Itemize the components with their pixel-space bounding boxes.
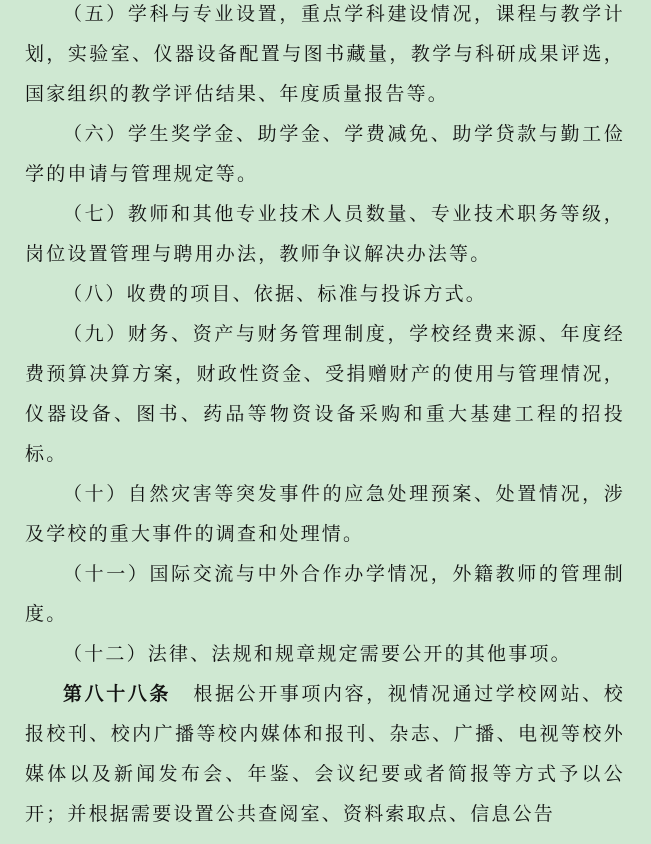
paragraph-item-9: （九）财务、资产与财务管理制度，学校经费来源、年度经费预算决算方案，财政性资金、受捐赠财产的使用与管理情况，仪器设备、图书、药品等物资设备采购和重大基建工程的招投标。 <box>25 323 625 465</box>
article-88 <box>25 674 625 834</box>
paragraph-item-11: （十一）国际交流与中外合作办学情况，外籍教师的管理制度。 <box>25 563 625 625</box>
paragraph-item-6: （六）学生奖学金、助学金、学费减免、助学贷款与勤工俭学的申请与管理规定等。 <box>25 123 625 185</box>
article-label: 第八十八条 <box>63 683 171 705</box>
paragraph-item-8: （八）收费的项目、依据、标准与投诉方式。 <box>63 283 488 305</box>
paragraph-item-5: （五）学科与专业设置，重点学科建设情况，课程与教学计划，实验室、仪器设备配置与图书藏量，教学与科研成果评选，国家组织的教学评估结果、年度质量报告等。 <box>25 3 625 105</box>
paragraph-item-7: （七）教师和其他专业技术人员数量、专业技术职务等级，岗位设置管理与聘用办法，教师争议解决办法等。 <box>25 203 625 265</box>
paragraph-item-12: （十二）法律、法规和规章规定需要公开的其他事项。 <box>63 643 572 665</box>
paragraph-item-10: （十）自然灾害等突发事件的应急处理预案、处置情况，涉及学校的重大事件的调查和处理情。 <box>25 483 625 545</box>
article-text: 根据公开事项内容，视情况通过学校网站、校报校刊、校内广播等校内媒体和报刊、杂志、广播、电视等校外媒体以及新闻发布会、年鉴、会议纪要或者简报等方式予以公开；并根据需要设置公共查阅室、资料索取点、信息公告 <box>25 683 625 825</box>
